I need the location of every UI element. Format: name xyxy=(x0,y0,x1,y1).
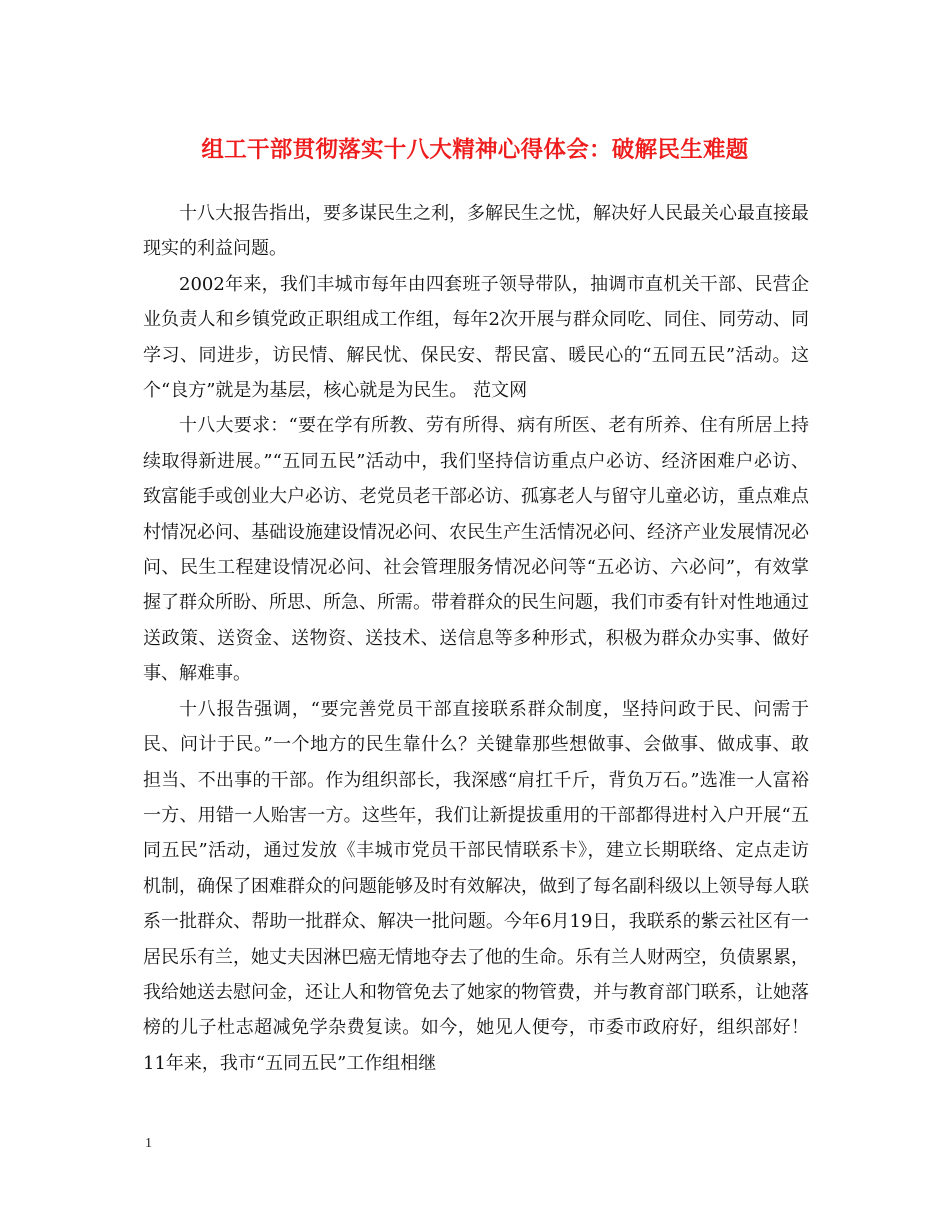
paragraph: 2002年来，我们丰城市每年由四套班子领导带队，抽调市直机关干部、民营企业负责人和乡镇党政正职组成工作组，每年2次开展与群众同吃、同住、同劳动、同学习、同进步，访民情、解民忧、保民安、帮民富、暖民心的“五同五民”活动。这个“良方”就是为基层，核心就是为民生。 范文网 xyxy=(143,273,809,402)
document-body xyxy=(143,196,809,1081)
paragraph: 十八大报告指出，要多谋民生之利，多解民生之忧，解决好人民最关心最直接最现实的利益问题。 xyxy=(143,203,809,260)
paragraph: 十八大要求：“要在学有所教、劳有所得、病有所医、老有所养、住有所居上持续取得新进展。”“五同五民”活动中，我们坚持信访重点户必访、经济困难户必访、致富能手或创业大户必访、老党员老干部必访、孤寡老人与留守儿童必访，重点难点村情况必问、基础设施建设情况必问、农民生产生活情况必问、经济产业发展情况必问、民生工程建设情况必问、社会管理服务情况必问等“五必访、六必问”，有效掌握了群众所盼、所思、所急、所需。带着群众的民生问题，我们市委有针对性地通过送政策、送资金、送物资、送技术、送信息等多种形式，积极为群众办实事、做好事、解难事。 xyxy=(143,415,809,685)
paragraph: 十八报告强调，“要完善党员干部直接联系群众制度，坚持问政于民、问需于民、问计于民。”一个地方的民生靠什么？关键靠那些想做事、会做事、做成事、敢担当、不出事的干部。作为组织部长，我深感“肩扛千斤，背负万石。”选准一人富裕一方、用错一人贻害一方。这些年，我们让新提拔重用的干部都得进村入户开展“五同五民”活动，通过发放《丰城市党员干部民情联系卡》，建立长期联络、定点走访机制，确保了困难群众的问题能够及时有效解决，做到了每名副科级以上领导每人联系一批群众、帮助一批群众、解决一批问题。今年6月19日，我联系的紫云社区有一居民乐有兰，她丈夫因淋巴癌无情地夺去了他的生命。乐有兰人财两空，负债累累，我给她送去慰问金，还让人和物管免去了她家的物管费，并与教育部门联系，让她落榜的儿子杜志超减免学杂费复读。如今，她见人便夸，市委市政府好，组织部好！11年来，我市“五同五民”工作组相继 xyxy=(143,698,809,1074)
page-number: 1 xyxy=(145,1136,152,1151)
document-title: 组工干部贯彻落实十八大精神心得体会：破解民生难题 xyxy=(201,137,749,163)
